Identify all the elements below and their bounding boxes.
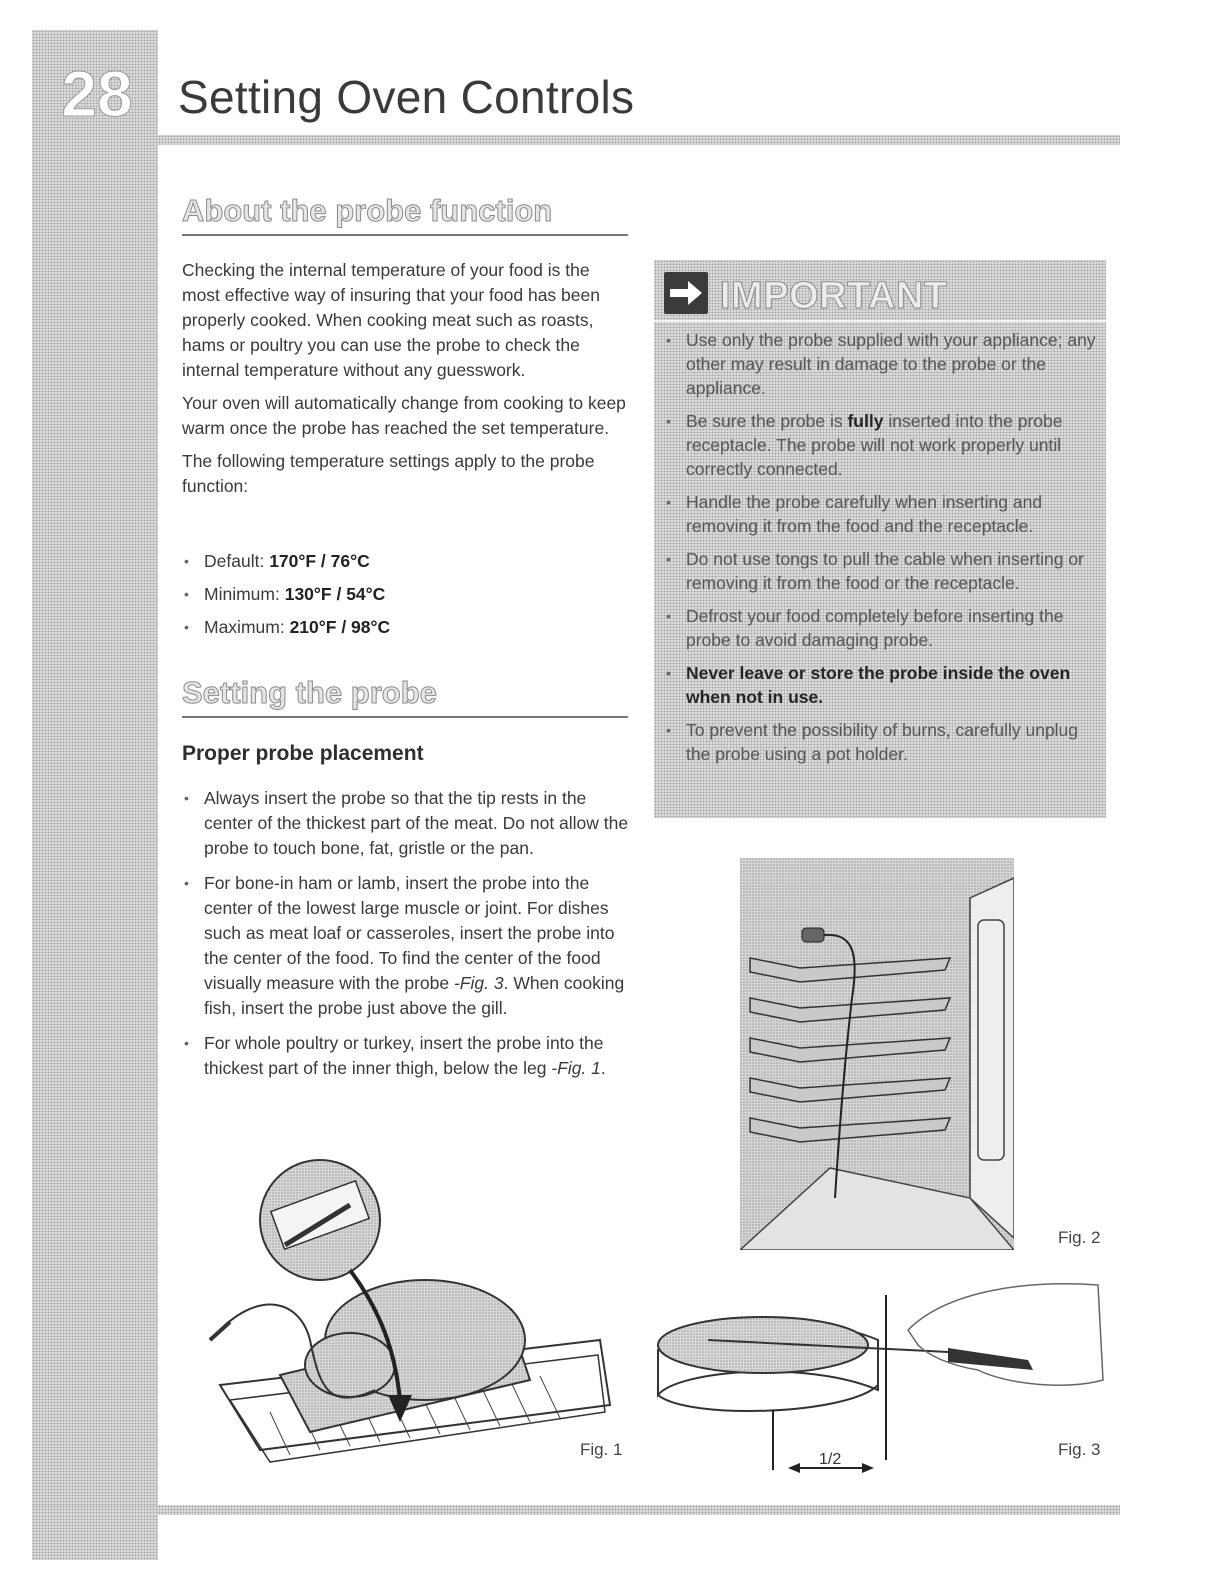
temp-default [182,550,622,573]
setting-heading: Setting the probe [182,675,437,710]
figure-2-oven-probe [740,858,1014,1250]
temp-maximum [182,616,622,639]
about-underline [182,234,628,236]
important-emphasis: fully [847,411,884,431]
important-list [664,328,1100,775]
bottom-divider [32,1505,1120,1515]
placement-item [182,1031,632,1081]
figure-reference: -Fig. 3 [453,973,504,993]
side-strip [32,30,158,1560]
about-paragraph: The following temperature settings apply to the probe function: [182,451,595,496]
figure-2-label: Fig. 2 [1058,1228,1101,1247]
figure-reference: -Fig. 1 [551,1058,601,1078]
placement-text: . [600,1058,606,1078]
important-divider [654,320,1106,322]
page-number: 28 [61,58,133,130]
about-paragraph: Checking the internal temperature of your food is the most effective way of insuring that your food has been properly cooked. When cooking meat such as roasts, hams or poultry you can use the probe to check the internal temperature without any guesswork. [182,260,600,380]
important-title: IMPORTANT [720,275,948,317]
temperature-list [182,550,622,649]
temp-label: Minimum: [204,584,280,604]
page-title: Setting Oven Controls [178,71,635,123]
important-item [664,409,1100,481]
temp-value: 170°F / 76°C [269,551,370,571]
important-item: • Use only the probe supplied with your appliance; any other may result in damage to the probe or the appliance. [664,328,1100,400]
about-paragraph: Your oven will automatically change from cooking to keep warm once the probe has reached the set temperature. [182,393,626,438]
figure-3-label: Fig. 3 [1058,1440,1101,1459]
arrow-right-icon [664,272,708,314]
measure-half-label: 1/2 [819,1451,842,1468]
important-item: • Never leave or store the probe inside the oven when not in use. [664,661,1100,709]
temp-value: 210°F / 98°C [289,617,391,637]
placement-item [182,871,632,1021]
important-header [664,270,1084,322]
placement-text: . When cooking fish, insert the probe just above the gill. [204,973,625,1018]
placement-text: Always insert the probe so that the tip rests in the center of the thickest part of the meat. Do not allow the probe to touch bone, fat, gristle or the pan. [204,788,629,858]
important-box [654,260,1106,818]
figure-1-turkey-probe [200,1150,620,1495]
temp-value: 130°F / 54°C [284,584,386,604]
temp-label: Maximum: [204,617,285,637]
important-item: • To prevent the possibility of burns, carefully unplug the probe using a pot holder. [664,718,1100,766]
important-item: • Handle the probe carefully when inserting and removing it from the food and the receptacle. [664,490,1100,538]
important-text: inserted into the probe receptacle. The probe will not work properly until correctly connected. [686,411,1063,479]
temp-minimum [182,583,622,606]
about-paragraphs [182,258,632,507]
placement-subheading: Proper probe placement [182,742,424,765]
placement-item [182,786,632,861]
top-divider [32,135,1120,145]
about-heading: About the probe function [182,193,553,228]
important-text: Be sure the probe is [686,411,848,431]
important-item: • Defrost your food completely before inserting the probe to avoid damaging probe. [664,604,1100,652]
figure-1-label: Fig. 1 [580,1440,623,1459]
setting-underline [182,716,628,718]
placement-text: For whole poultry or turkey, insert the probe into the thickest part of the inner thigh, below the leg [204,1033,604,1078]
placement-text: For bone-in ham or lamb, insert the probe into the center of the lowest large muscle or joint. For dishes such as meat loaf or casseroles, insert the probe into the center of the food. To find the center of the food visually measure with the probe [204,873,615,993]
temp-label: Default: [204,551,265,571]
figure-3-measure-center [648,1270,1110,1500]
important-item: • Do not use tongs to pull the cable when inserting or removing it from the food or the receptacle. [664,547,1100,595]
placement-list [182,786,632,1091]
